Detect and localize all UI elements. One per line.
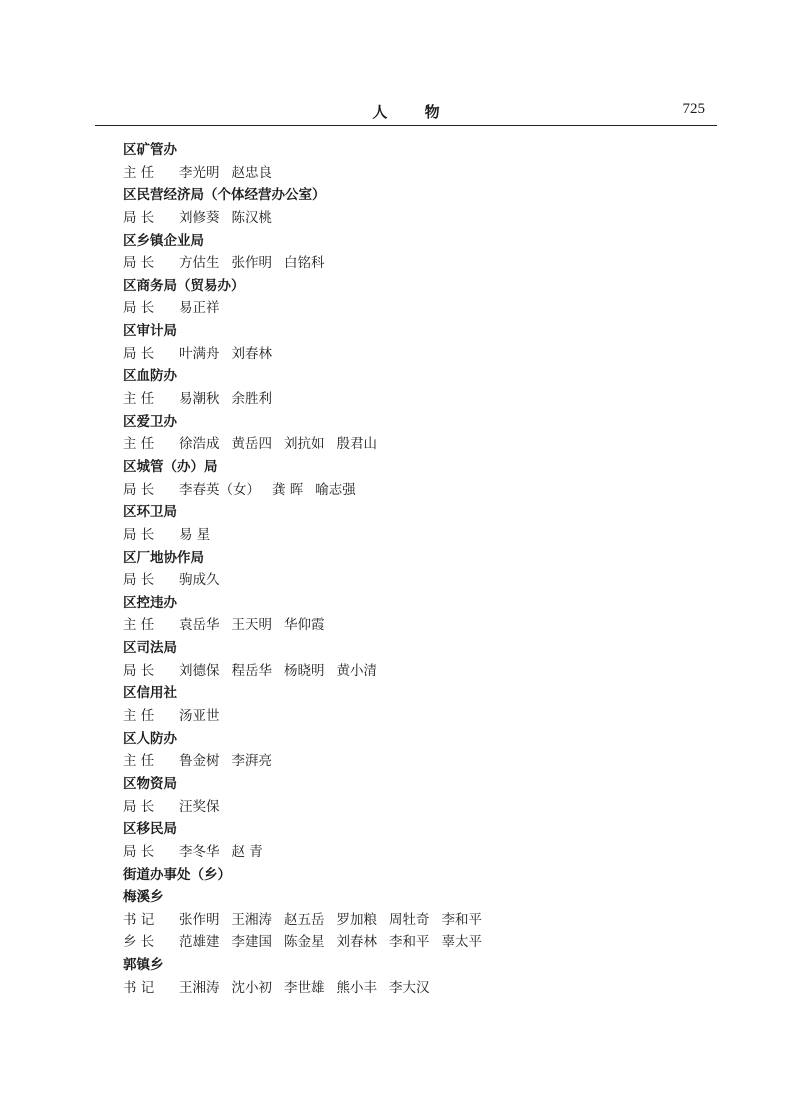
official-row (123, 207, 703, 230)
official-name: 李建国 (231, 934, 272, 951)
section-heading: 区血防办 (123, 368, 177, 385)
official-name: 王湘涛 (231, 911, 272, 928)
official-row (123, 614, 703, 637)
section-heading: 区信用社 (123, 685, 177, 702)
official-name: 李春英（女） (179, 481, 260, 498)
official-row (123, 162, 703, 185)
directory-listing (123, 139, 703, 999)
section-heading: 区控违办 (123, 594, 177, 611)
official-name: 白铭科 (284, 255, 325, 272)
official-row (123, 750, 703, 773)
section-heading: 区厂地协作局 (123, 549, 204, 566)
official-row (123, 479, 703, 502)
section-heading: 区物资局 (123, 775, 177, 792)
official-name: 汪奖保 (179, 798, 220, 815)
position-title: 局 长 (123, 572, 155, 589)
position-title: 主 任 (123, 708, 155, 725)
official-name: 叶满舟 (179, 345, 220, 362)
official-name: 李光明 (179, 164, 220, 181)
official-name: 刘春林 (336, 934, 377, 951)
official-name: 李湃亮 (231, 753, 272, 770)
official-name: 王湘涛 (179, 979, 220, 996)
official-row (123, 909, 703, 932)
official-row (123, 841, 703, 864)
running-header-title: 人 物 (372, 103, 456, 121)
position-title: 局 长 (123, 662, 155, 679)
official-name: 刘德保 (179, 662, 220, 679)
official-name: 鲁金树 (179, 753, 220, 770)
official-row (123, 977, 703, 1000)
official-name: 徐浩成 (179, 436, 220, 453)
official-name: 喻志强 (315, 481, 356, 498)
official-row (123, 252, 703, 275)
official-name: 罗加粮 (336, 911, 377, 928)
section-heading: 街道办事处（乡） (123, 866, 231, 883)
official-name: 李冬华 (179, 843, 220, 860)
page-header (95, 97, 717, 126)
official-name: 李大汉 (389, 979, 430, 996)
position-title: 主 任 (123, 164, 155, 181)
official-row (123, 343, 703, 366)
official-row (123, 433, 703, 456)
official-name: 程岳华 (231, 662, 272, 679)
position-title: 主 任 (123, 436, 155, 453)
official-name: 杨晓明 (284, 662, 325, 679)
section-heading: 区环卫局 (123, 504, 177, 521)
section-heading: 区民营经济局（个体经营办公室） (123, 187, 326, 204)
official-name: 陈汉桃 (231, 209, 272, 226)
section-heading: 区司法局 (123, 640, 177, 657)
official-name: 辜太平 (441, 934, 482, 951)
official-name: 驹成久 (179, 572, 220, 589)
position-title: 局 长 (123, 300, 155, 317)
position-title: 主 任 (123, 391, 155, 408)
position-title: 局 长 (123, 255, 155, 272)
official-name: 殷君山 (336, 436, 377, 453)
official-name: 陈金星 (284, 934, 325, 951)
section-heading: 区审计局 (123, 323, 177, 340)
section-heading: 区乡镇企业局 (123, 232, 204, 249)
position-title: 局 长 (123, 843, 155, 860)
official-row (123, 388, 703, 411)
section-heading: 区矿管办 (123, 142, 177, 158)
official-name: 李世雄 (284, 979, 325, 996)
official-name: 周牡奇 (389, 911, 430, 928)
position-title: 主 任 (123, 617, 155, 634)
official-row (123, 931, 703, 954)
position-title: 书 记 (123, 979, 155, 996)
official-name: 刘修葵 (179, 209, 220, 226)
official-name: 赵五岳 (284, 911, 325, 928)
official-name: 华仰霞 (284, 617, 325, 634)
section-heading: 区人防办 (123, 730, 177, 747)
official-name: 刘抗如 (284, 436, 325, 453)
official-name: 方估生 (179, 255, 220, 272)
section-heading: 郭镇乡 (123, 957, 164, 974)
official-name: 赵 青 (231, 843, 263, 860)
position-title: 书 记 (123, 911, 155, 928)
official-name: 易潮秋 (179, 391, 220, 408)
official-name: 黄岳四 (231, 436, 272, 453)
section-heading: 区商务局（贸易办） (123, 277, 245, 294)
official-row (123, 660, 703, 683)
official-row (123, 705, 703, 728)
position-title: 局 长 (123, 345, 155, 362)
official-name: 李和平 (441, 911, 482, 928)
official-name: 张作明 (179, 911, 220, 928)
section-heading: 区移民局 (123, 821, 177, 838)
position-title: 局 长 (123, 798, 155, 815)
position-title: 主 任 (123, 753, 155, 770)
official-row (123, 297, 703, 320)
official-name: 王天明 (231, 617, 272, 634)
official-name: 范雄建 (179, 934, 220, 951)
section-heading: 区城管（办）局 (123, 458, 218, 475)
official-name: 张作明 (231, 255, 272, 272)
official-name: 余胜利 (231, 391, 272, 408)
page-number: 725 (682, 101, 705, 117)
official-name: 汤亚世 (179, 708, 220, 725)
official-name: 沈小初 (231, 979, 272, 996)
position-title: 局 长 (123, 209, 155, 226)
official-row (123, 569, 703, 592)
official-row (123, 524, 703, 547)
official-name: 易 星 (179, 526, 211, 543)
official-name: 黄小清 (336, 662, 377, 679)
official-name: 李和平 (389, 934, 430, 951)
official-name: 易正祥 (179, 300, 220, 317)
section-heading: 梅溪乡 (123, 889, 164, 906)
official-name: 袁岳华 (179, 617, 220, 634)
official-name: 赵忠良 (231, 164, 272, 181)
official-name: 龚 晖 (272, 481, 304, 498)
official-row (123, 796, 703, 819)
position-title: 局 长 (123, 481, 155, 498)
section-heading: 区爱卫办 (123, 413, 177, 430)
official-name: 刘春林 (231, 345, 272, 362)
position-title: 局 长 (123, 526, 155, 543)
position-title: 乡 长 (123, 934, 155, 951)
official-name: 熊小丰 (336, 979, 377, 996)
